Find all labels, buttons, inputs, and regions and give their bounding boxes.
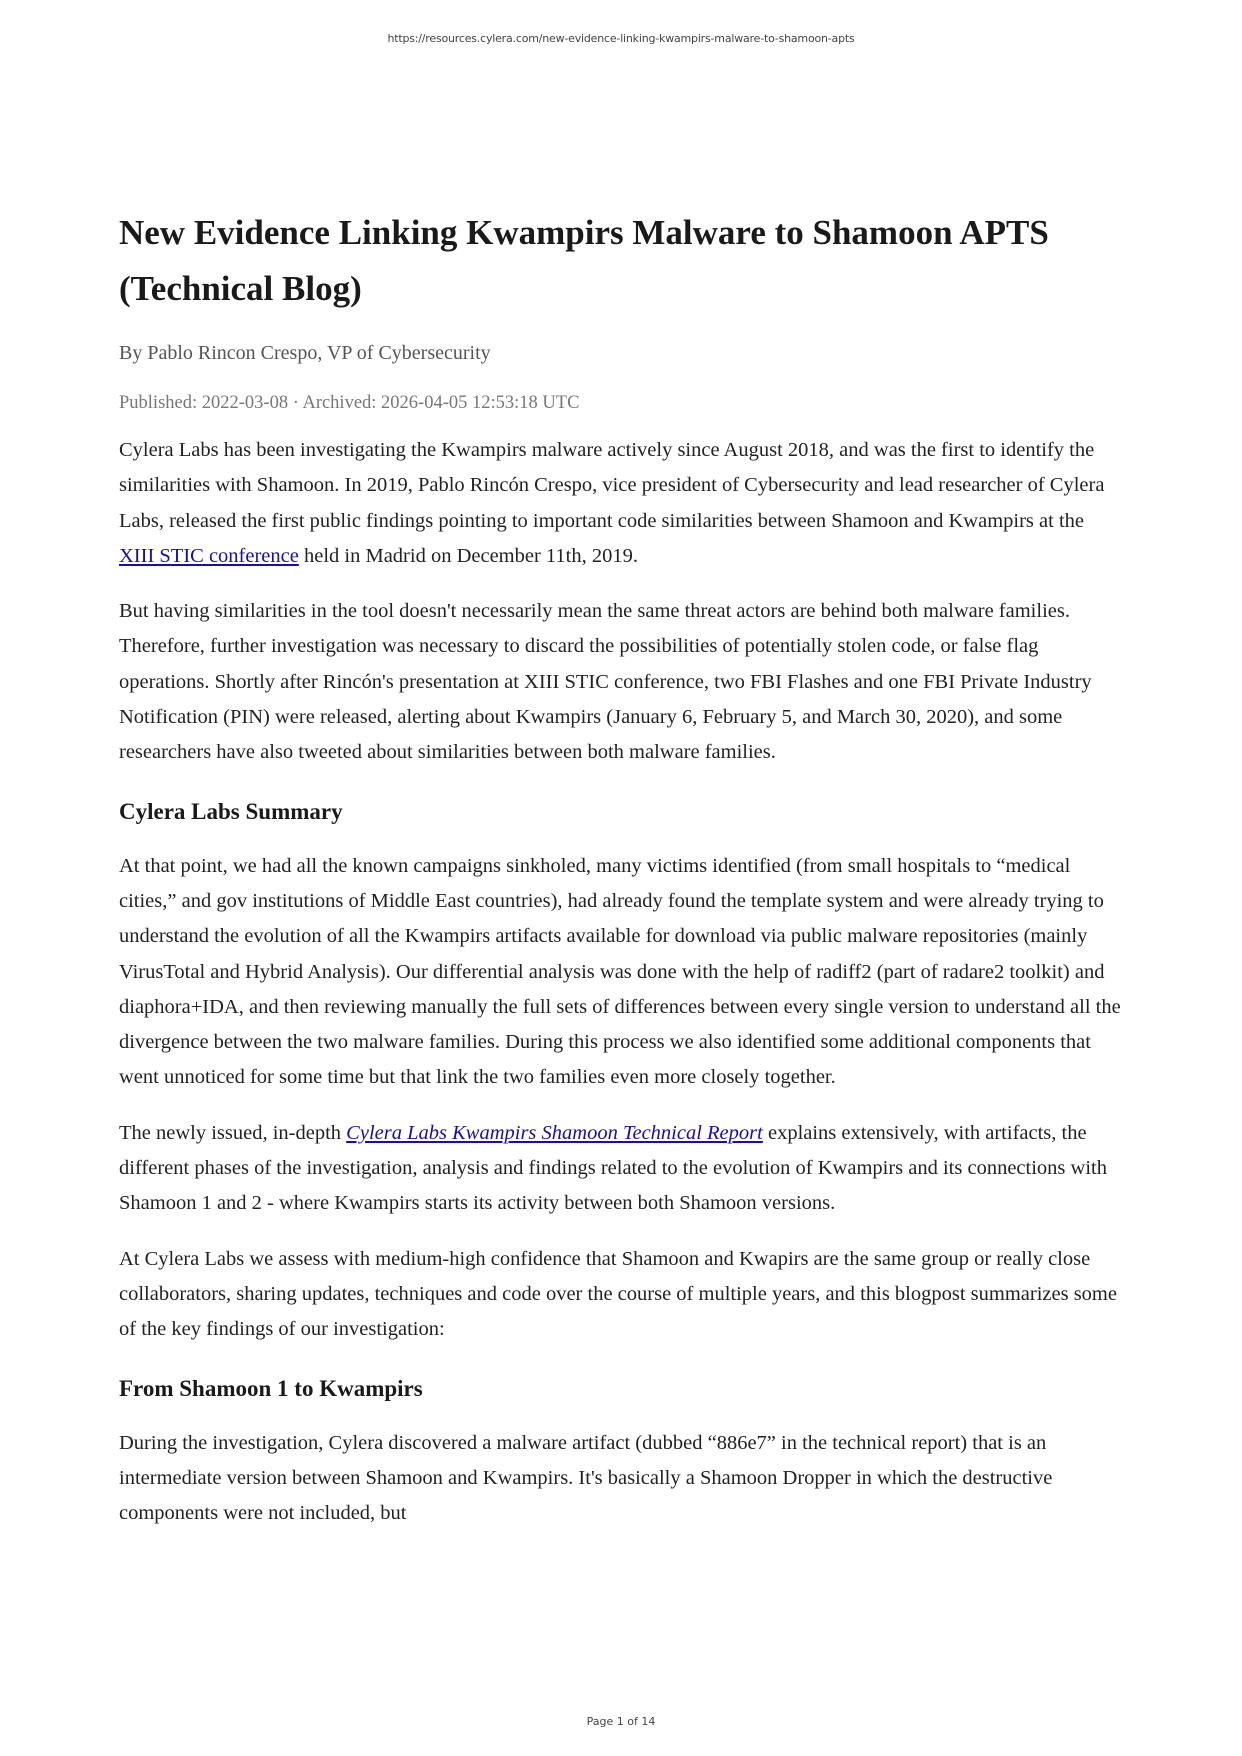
text: Cylera Labs has been investigating the Kwampirs malware actively since August 2018, and was the first to identify the similarities with Shamoon. In 2019, Pablo Rincón Crespo, vice president of Cybersecurity and lead researcher of Cylera Labs, released the first public findings pointing to important code similarities between Shamoon and Kwampirs at the	[119, 439, 1105, 532]
page-number: Page 1 of 14	[586, 1715, 656, 1728]
text: explains extensively, with artifacts, the different phases of the investigation, analysis and findings related to the evolution of Kwampirs and its connections with Shamoon 1 and 2 - where Kwampirs starts its activity between both Shamoon versions.	[119, 1121, 1107, 1215]
section-heading-shamoon: From Shamoon 1 to Kwampirs	[119, 1375, 423, 1401]
stic-conference-link[interactable]: XIII STIC conference	[119, 544, 299, 567]
paragraph-investigation: During the investigation, Cylera discovered a malware artifact (dubbed “886e7” in the technical report) that is an intermediate version between Shamoon and Kwampirs. It's basically a Shamoon Dropper in which the destructive components were not included, but	[119, 1431, 1053, 1525]
text: held in Madrid on December 11th, 2019.	[298, 544, 638, 567]
article	[119, 205, 1124, 1551]
text: The newly issued, in-depth	[119, 1121, 347, 1144]
paragraph-intro	[119, 433, 1124, 574]
page-title: New Evidence Linking Kwampirs Malware to Shamoon APTS (Technical Blog)	[119, 213, 1049, 308]
technical-report-link[interactable]: Cylera Labs Kwampirs Shamoon Technical Report	[346, 1121, 763, 1144]
paragraph-similarities: But having similarities in the tool doesn't necessarily mean the same threat actors are behind both malware families. Therefore, further investigation was necessary to discard the possibilities of potentially stolen code, or false flag operations. Shortly after Rincón's presentation at XIII STIC conference, two FBI Flashes and one FBI Private Industry Notification (PIN) were released, alerting about Kwampirs (January 6, February 5, and March 30, 2020), and some researchers have also tweeted about similarities between both malware families.	[119, 600, 1092, 764]
paragraph-report	[119, 1116, 1124, 1222]
page-url: https://resources.cylera.com/new-evidence-linking-kwampirs-malware-to-shamoon-apts	[387, 32, 855, 45]
publish-meta: Published: 2022-03-08 · Archived: 2026-04-05 12:53:18 UTC	[119, 393, 580, 413]
paragraph-assessment: At Cylera Labs we assess with medium-high confidence that Shamoon and Kwapirs are the same group or really close collaborators, sharing updates, techniques and code over the course of multiple years, and this blogpost summarizes some of the key findings of our investigation:	[119, 1247, 1117, 1341]
section-heading-summary: Cylera Labs Summary	[119, 798, 343, 824]
author-byline: By Pablo Rincon Crespo, VP of Cybersecurity	[119, 342, 491, 364]
paragraph-summary: At that point, we had all the known campaigns sinkholed, many victims identified (from small hospitals to “medical cities,” and gov institutions of Middle East countries), had already found the template system and were already trying to understand the evolution of all the Kwampirs artifacts available for download via public malware repositories (mainly VirusTotal and Hybrid Analysis). Our differential analysis was done with the help of radiff2 (part of radare2 toolkit) and diaphora+IDA, and then reviewing manually the full sets of differences between every single version to understand all the divergence between the two malware families. During this process we also identified some additional components that went unnoticed for some time but that link the two families even more closely together.	[119, 854, 1121, 1089]
